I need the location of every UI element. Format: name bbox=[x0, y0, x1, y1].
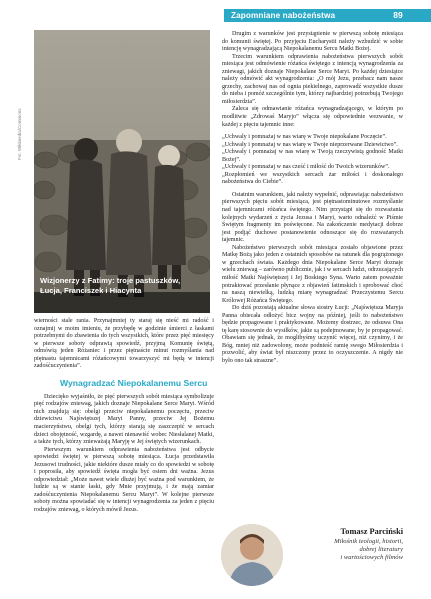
prayer-list bbox=[222, 134, 403, 187]
paragraph: Ostatnim warunkiem, jaki należy wypełnić, odprawiając nabożeństwo pierwszych pięciu sobót miesiąca, jest piętnastominutowe rozmyślanie nad tajemnicami różańca świętego. Nim przystąpi się do rozważania kolejnych wydarzeń z życia Jezusa i Maryi, warto odnaleźć w Piśmie Świętym fragmenty im poświęcone. Na zakończenie medytacji dobrze jest podjąć duchowe postanowienie odnoszące się do rozważanych tajemnic. bbox=[222, 191, 403, 244]
paragraph: wierności stale rania. Przynajmniej ty staraj się nieść mi radość i oznajmij w moim imieniu, że przybędę w godzinie śmierci z łaskami potrzebnymi do zbawienia do tych wszystkich, które przez pięć miesięcy w pierwsze soboty odprawią spowiedź, przyjmą Komunię świętą, odmówią jeden Różaniec i przez piętnaście minut rozmyślania nad piętnastu tajemnicami różańcowymi towarzyszyć mi będą w intencji zadośćuczynienia”. bbox=[34, 318, 214, 370]
author-name: Tomasz Parciński bbox=[340, 527, 403, 536]
page-number: 89 bbox=[393, 10, 403, 20]
paragraph: Nabożeństwo pierwszych sobót miesiąca zostało objawione przez Matkę Bożą jako jeden z ostatnich sposobów na ratunek dla pogrążonego w grzechach świata. Każdego dnia Niepokalane Serce Maryi doznaje wielu zniewag – zarówno publicznie, jak i w sercach ludzi, odrzucających miłość Matki Najświętszej i Jej Boskiego Syna. Warto zatem poważnie potraktować przesłanie płynące z objawień fatimskich i sprobować choć na naszą niewielką, ludzką miarę wynagradzać Przeczystemu Sercu Królowej Różańca Świętego. bbox=[222, 244, 403, 304]
historical-photo bbox=[34, 30, 210, 313]
section-title: Zapomniane nabożeństwa bbox=[231, 11, 336, 20]
left-column bbox=[34, 318, 214, 515]
prayer-item: „Rozpłomień we wszystkich sercach żar miłości i doskonałego nabożeństwa do Ciebie”. bbox=[222, 171, 403, 186]
photo-credit: Fot. Wikimedia/Commons bbox=[17, 108, 22, 160]
right-column bbox=[222, 31, 403, 366]
author-bio bbox=[285, 538, 403, 562]
paragraph: Trzecim warunkiem odprawienia nabożeństwa pierwszych sobót miesiąca jest odmówienie różańca świętego z intencją wynagrodzenia za zniewagi, jakich doznaje Niepokalane Serce Maryi. Po każdej dziesiątce należy odmówić akt wynagrodzenia: „O mój Jezu, przebacz nam nasze grzechy, zachowaj nas od ognia piekielnego, zaprowadź wszystkie dusze do nieba i pomóż szczególnie tym, którzy najbardziej potrzebują Twojego miłosierdzia”. bbox=[222, 53, 403, 105]
prayer-item: „Uchwaly i pomnażaj w nas cześć i miłość do Twoich wizerunków”. bbox=[222, 164, 390, 171]
author-bio-line: dobrej literatury bbox=[359, 546, 403, 554]
paragraph: Dziecięko wyjaśniło, że pięć pierwszych sobót miesiąca symbolizuje pięć rodzajów zniewag, jakich doznaje Niepokalane Serce Maryi. Wśród nich znajdują się: obelgi przeciw niepokalanemu poczęciu, przeciw dziewictwu Najświętszej Maryi Panny, przeciw Jej Bożemu macierzyństwu, obelgi tych, którzy starają się zaszczepić w sercach dzieci obojętność, wzgardę, a nawet nienawiść wobec Niesłalanej Matki, a także tych, którzy znieważają Maryję w Jej świętych wizerunkach. bbox=[34, 393, 214, 446]
paragraph: Zaleca się odmawianie różańca wynagradzającego, w którym po modlitwie „Zdrowaś Maryjo” włącza się odpowiednie wezwanie, w każdej z pięciu tajemnic inne: bbox=[222, 106, 403, 128]
author-avatar bbox=[221, 524, 283, 586]
photo-caption bbox=[40, 276, 210, 295]
paragraph: Drugim z warunków jest przystąpienie w pierwszą sobotę miesiąca do komunii świętej. Po przyjęciu Eucharystii należy wzbudzić w sobie intencję wynagradzającą Niepokalanemu Sercu Matki Bożej. bbox=[222, 31, 403, 53]
paragraph: Pierwszym warunkiem odprawienia nabożeństwa jest odbycie spowiedzi świętej w pierwszą sobotę miesiąca. Łucja przedstawiła Jezusowi trudności, jakie niektóre dusze miały co do spowiedzi w sobotę i poprosiła, aby spowiedź święta mogła być osiem dni ważna. Jezus odpowiedział: „Może nawet wiele dłużej być ważna pod warunkiem, że ludzie są w stanie łaski, gdy Mnie przyjmują, i że mają zamiar zadośćuczynienia Niepokalanemu Sercu Maryi”. W kolejne pierwsze soboty można spowiadać się w intencji wynagrodzenia za jeden z pięciu rodzajów zniewag, o których mówił Jezus. bbox=[34, 446, 214, 514]
prayer-item: „Uchwaly i pomnażaj w nas wiarę w Twoją rzeczywistą godność Matki Bożej”. bbox=[222, 149, 403, 163]
prayer-item: „Uchwaly i pomnażaj w nas wiarę w Twoje niepokalane Poczęcie”. bbox=[222, 134, 387, 141]
paragraph: Do dziś pozostają aktualne słowa siostry Łucji: „Najświętsza Maryja Panna obiecała odłożyć bicz wojny na później, jeśli to nabożeństwo będzie propagowane i praktykowane. Możemy dostrzec, że odsuwa Ona tę karę stosownie do wysiłków, jakie są podejmowane, by je propagować. Obawiam się jednak, że moglibyśmy uczynić więcej, niż czynimy, i że Bóg, mniej niż zadowolony, może podnieść ramię swego Miłosierdzia i pozwolić, aby świat był niszczony przez to oczyszczenie. A nigdy nie było ono tak straszne”. bbox=[222, 305, 403, 364]
caption-line-2: Łucja, Franciszek i Hiacynta bbox=[40, 285, 142, 295]
author-bio-line: Miłośnik teologii, historii, bbox=[334, 538, 403, 545]
caption-line-1: Wizjonerzy z Fatimy: troje pastuszków, bbox=[40, 276, 181, 285]
section-heading: Wynagradzać Niepokalanemu Sercu bbox=[60, 377, 208, 388]
author-bio-line: i wartościowych filmów bbox=[340, 554, 403, 562]
prayer-item: „Uchwaly i pomnażaj w nas wiarę w Twoje nieprzerwane Dziewictwo”. bbox=[222, 141, 398, 148]
